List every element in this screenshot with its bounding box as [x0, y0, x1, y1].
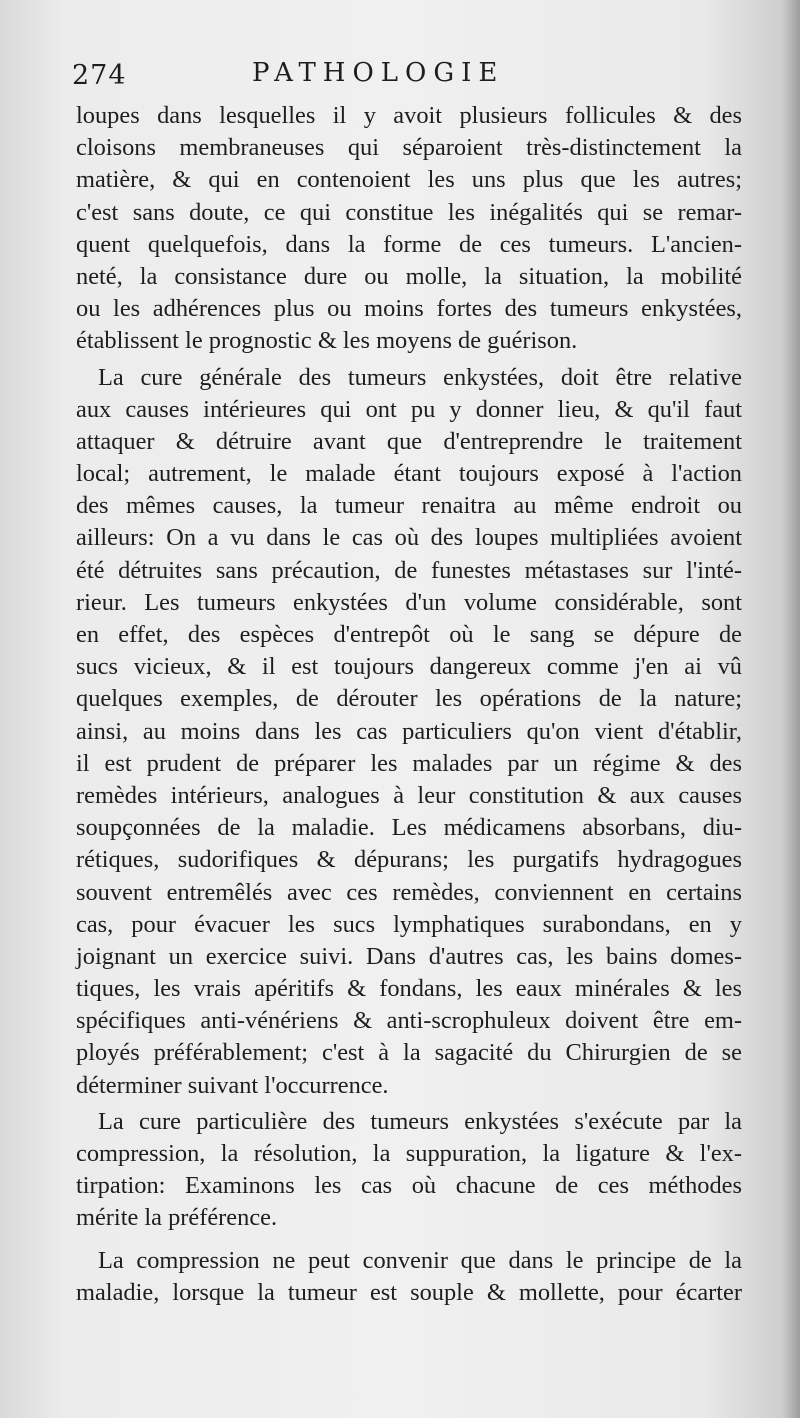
text-line: ailleurs: On a vu dans le cas où des loupes multipliées avoient [76, 524, 742, 552]
text-line: tiques, les vrais apéritifs & fondans, les eaux minérales & les [76, 975, 742, 1003]
text-line: aux causes intérieures qui ont pu y donner lieu, & qu'il faut [76, 395, 742, 423]
text-line: c'est sans doute, ce qui constitue les inégalités qui se remar- [76, 198, 742, 226]
text-line: attaquer & détruire avant que d'entreprendre le traitement [76, 427, 742, 455]
text-line: compression, la résolution, la suppuration, la ligature & l'ex- [76, 1140, 742, 1167]
text-line: été détruites sans précaution, de funestes métastases sur l'inté- [76, 556, 742, 584]
text-line: remèdes intérieurs, analogues à leur constitution & aux causes [76, 781, 742, 809]
text-line: mérite la préférence. [76, 1204, 278, 1232]
text-line: rétiques, sudorifiques & dépurans; les purgatifs hydragogues [76, 846, 742, 874]
page-header [72, 58, 752, 98]
text-body [76, 100, 742, 1309]
text-line: loupes dans lesquelles il y avoit plusieurs follicules & des [76, 102, 742, 129]
text-line: ployés préférablement; c'est à la sagacité du Chirurgien de se [76, 1039, 742, 1067]
paragraph [76, 1106, 742, 1235]
text-line: maladie, lorsque la tumeur est souple & mollette, pour écarter [76, 1278, 742, 1306]
text-line: en effet, des espèces d'entrepôt où le sang se dépure de [76, 621, 742, 648]
running-title: PATHOLOGIE [252, 58, 505, 88]
text-line: neté, la consistance dure ou molle, la situation, la mobilité [76, 262, 742, 290]
text-line: des mêmes causes, la tumeur renaitra au même endroit ou [76, 492, 742, 520]
text-line: tirpation: Examinons les cas où chacune de ces méthodes [76, 1172, 742, 1200]
text-line: ou les adhérences plus ou moins fortes des tumeurs enkystées, [76, 295, 742, 323]
text-line: La cure particulière des tumeurs enkystées s'exécute par la [98, 1107, 742, 1135]
text-line: joignant un exercice suivi. Dans d'autres cas, les bains domes- [76, 942, 742, 970]
paragraph [76, 362, 742, 1102]
paragraph [76, 1245, 742, 1309]
text-line: quelques exemples, de dérouter les opérations de la nature; [76, 685, 742, 713]
text-line: cas, pour évacuer les sucs lymphatiques surabondans, en y [76, 910, 742, 938]
text-line: La compression ne peut convenir que dans le principe de la [98, 1246, 742, 1274]
paragraph [76, 100, 742, 358]
text-line: soupçonnées de la maladie. Les médicamens absorbans, diu- [76, 814, 742, 842]
text-line: rieur. Les tumeurs enkystées d'un volume considérable, sont [76, 588, 742, 616]
text-line: quent quelquefois, dans la forme de ces tumeurs. L'ancien- [76, 230, 742, 258]
text-line: spécifiques anti-vénériens & anti-scrophuleux doivent être em- [76, 1007, 742, 1035]
text-line: souvent entremêlés avec ces remèdes, conviennent en certains [76, 878, 742, 906]
text-line: sucs vicieux, & il est toujours dangereux comme j'en ai vû [76, 653, 742, 681]
text-line: matière, & qui en contenoient les uns plus que les autres; [76, 166, 742, 194]
text-line: déterminer suivant l'occurrence. [76, 1071, 389, 1099]
page-edge-shadow [782, 0, 800, 1418]
text-line: ainsi, au moins dans les cas particuliers qu'on vient d'établir, [76, 717, 742, 745]
text-line: cloisons membraneuses qui séparoient très-distinctement la [76, 134, 742, 162]
text-line: il est prudent de préparer les malades par un régime & des [76, 749, 742, 777]
text-line: local; autrement, le malade étant toujours exposé à l'action [76, 460, 742, 488]
text-line: établissent le prognostic & les moyens de guérison. [76, 327, 578, 355]
text-line: La cure générale des tumeurs enkystées, doit être relative [98, 363, 742, 391]
page-number: 274 [72, 60, 127, 91]
